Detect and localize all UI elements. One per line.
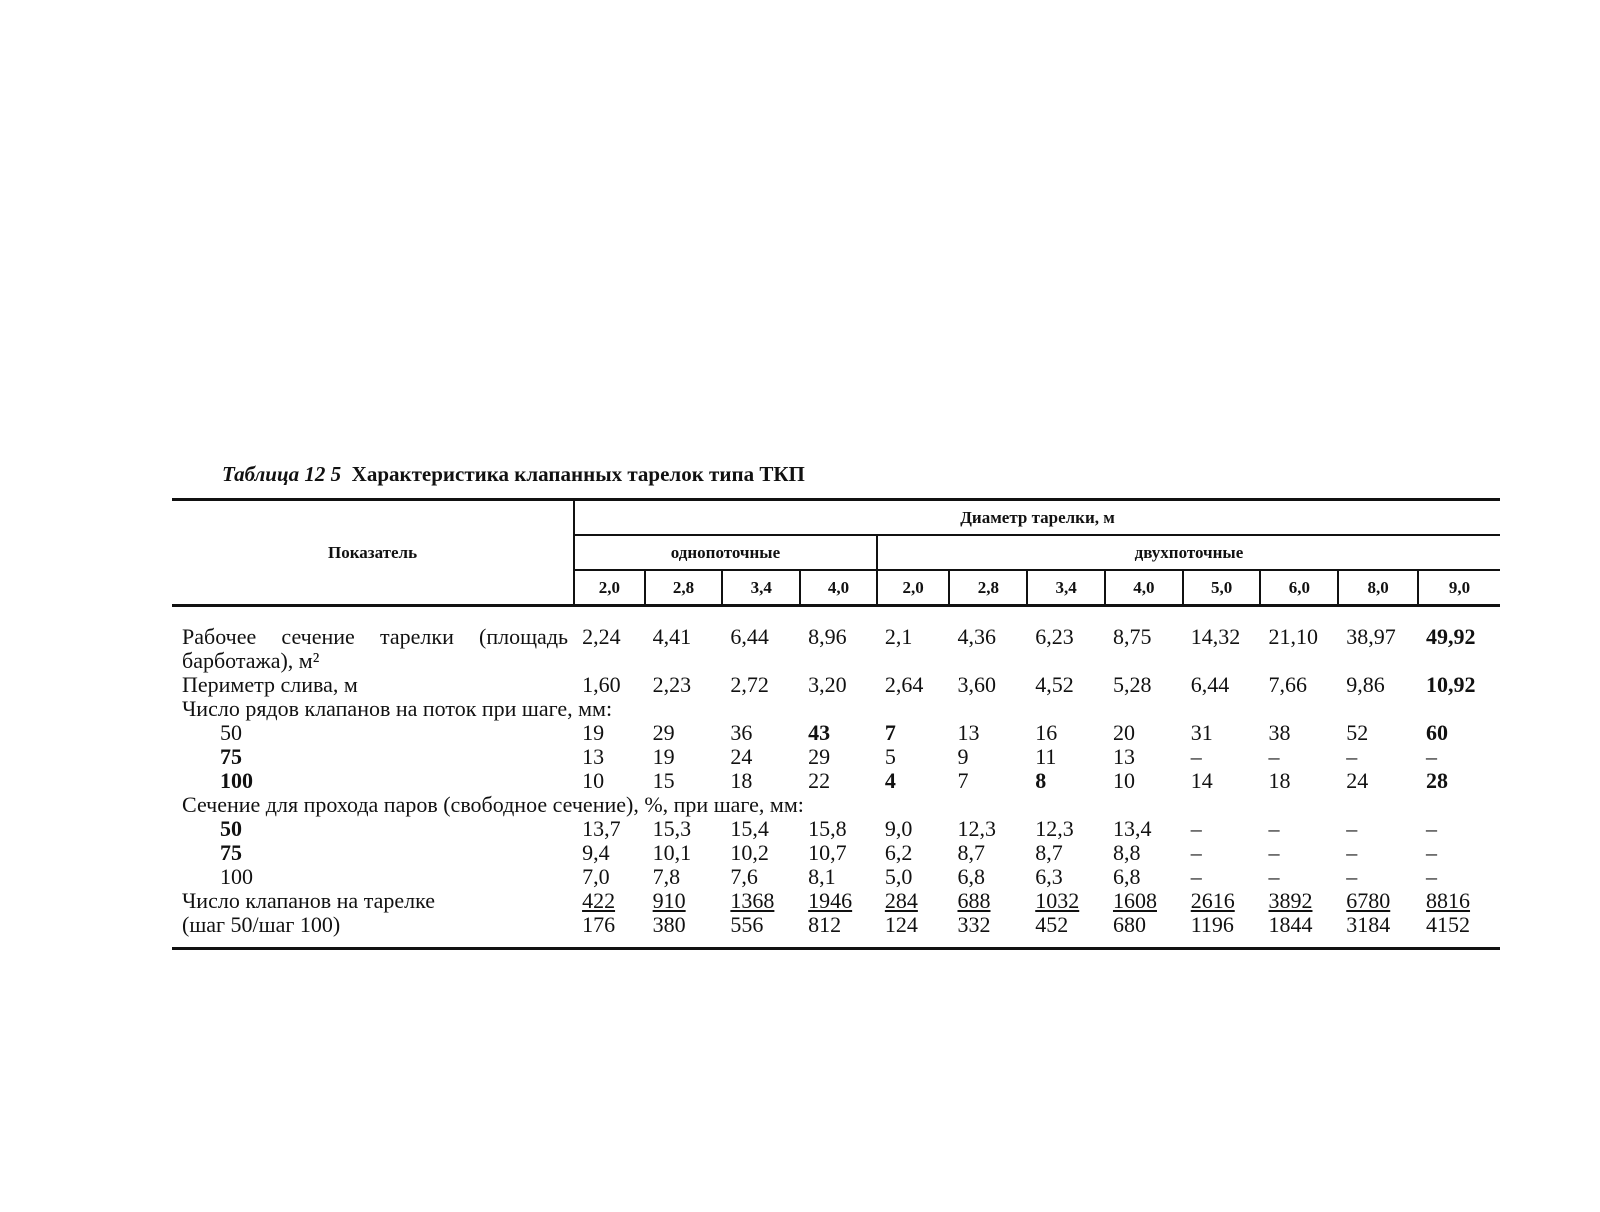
diameter-cell: 2,8 [645,570,723,606]
row-label: 100 [220,864,253,889]
row-label: 75 [220,840,242,865]
value-cell: 8816 [1426,888,1471,913]
value-cell: 3,20 [808,672,847,697]
value-cell: 22 [808,768,831,793]
row-label: 50 [220,816,242,841]
value-cell: – [1190,840,1202,865]
value-cell: 8,7 [1035,840,1063,865]
value-cell: 6,44 [730,624,769,649]
value-cell: 7,6 [730,864,758,889]
value-cell: 4152 [1418,913,1500,949]
value-cell: 8,1 [808,864,836,889]
value-cell: 6,8 [957,864,985,889]
value-cell: 7,0 [582,864,610,889]
value-cell: 31 [1190,720,1213,745]
diameter-cell: 5,0 [1183,570,1261,606]
value-cell: – [1190,864,1202,889]
value-cell: 14,32 [1190,624,1241,649]
value-cell: 10,92 [1426,672,1476,697]
value-cell: 60 [1426,720,1449,745]
value-cell: – [1268,816,1280,841]
single-flow-header: однопоточные [574,535,877,570]
value-cell: 13,4 [1112,816,1152,841]
value-cell: 29 [652,720,675,745]
value-cell: – [1346,840,1358,865]
row-label: Рабочее сечение тарелки (площадь барботажа), м² [182,624,569,673]
value-cell: 2,64 [884,672,924,697]
value-cell: 2,72 [730,672,769,697]
value-cell: 1946 [808,888,853,913]
row-label: 50 [220,720,242,745]
diameter-cell: 6,0 [1260,570,1338,606]
value-cell: 12,3 [1035,816,1074,841]
table-row [172,913,1500,949]
diameter-cell: 4,0 [1105,570,1183,606]
value-cell: 2,23 [652,672,692,697]
diameter-cell: 3,4 [722,570,800,606]
value-cell: 38,97 [1346,624,1396,649]
value-cell: – [1426,864,1438,889]
value-cell: 2,1 [884,624,913,649]
value-cell: 6780 [1346,888,1391,913]
diameter-cell: 2,0 [877,570,950,606]
value-cell: 452 [1027,913,1105,949]
table-body [172,606,1500,949]
value-cell: 2616 [1190,888,1235,913]
double-flow-header: двухпоточные [877,535,1500,570]
value-cell: 4,41 [652,624,692,649]
table-row [172,673,1500,697]
indicator-header: Показатель [172,500,574,606]
value-cell: 8,7 [957,840,985,865]
value-cell: 5,0 [884,864,913,889]
value-cell: 18 [1268,768,1291,793]
value-cell: 3892 [1268,888,1313,913]
row-label: Сечение для прохода паров (свободное сечение), %, при шаге, мм: [182,792,804,817]
row-label: Число рядов клапанов на поток при шаге, мм: [182,696,613,721]
value-cell: 8,75 [1112,624,1152,649]
value-cell: 1608 [1112,888,1157,913]
value-cell: 4,36 [957,624,996,649]
value-cell: 910 [652,888,686,913]
table-caption [222,462,805,487]
row-label: Число клапанов на тарелке [182,888,435,913]
diameter-cell: 2,0 [574,570,645,606]
value-cell: 176 [574,913,645,949]
value-cell: 52 [1346,720,1369,745]
table-row [172,889,1500,913]
value-cell: 6,23 [1035,624,1074,649]
value-cell: 15,8 [808,816,847,841]
value-cell: 13,7 [582,816,621,841]
value-cell: 7,66 [1268,672,1307,697]
value-cell: 10,1 [652,840,692,865]
value-cell: 688 [957,888,991,913]
value-cell: 9,4 [582,840,610,865]
value-cell: 20 [1112,720,1135,745]
value-cell: 6,44 [1190,672,1230,697]
value-cell: 11 [1035,744,1057,769]
value-cell: 28 [1426,768,1449,793]
value-cell: 8 [1035,768,1047,793]
value-cell: 13 [1112,744,1135,769]
value-cell: 4 [884,768,896,793]
value-cell: 13 [957,720,980,745]
value-cell: 38 [1268,720,1291,745]
diameter-cell: 8,0 [1338,570,1418,606]
row-label: (шаг 50/шаг 100) [172,913,574,949]
value-cell: 8,96 [808,624,847,649]
value-cell: 19 [582,720,605,745]
table-row [172,606,1500,674]
value-cell: 1,60 [582,672,621,697]
value-cell: 422 [582,888,616,913]
value-cell: 18 [730,768,753,793]
value-cell: – [1346,816,1358,841]
row-label: Периметр слива, м [182,672,358,697]
value-cell: 43 [808,720,831,745]
value-cell: 15 [652,768,675,793]
value-cell: – [1268,744,1280,769]
value-cell: 4,52 [1035,672,1074,697]
table-row [172,697,1500,721]
value-cell: 19 [652,744,675,769]
value-cell: – [1268,840,1280,865]
value-cell: 9,0 [884,816,913,841]
value-cell: 556 [722,913,800,949]
table-row [172,745,1500,769]
table-row [172,769,1500,793]
value-cell: 1368 [730,888,775,913]
value-cell: 7,8 [652,864,681,889]
value-cell: 6,3 [1035,864,1063,889]
value-cell: 13 [582,744,605,769]
value-cell: 3,60 [957,672,996,697]
table-row [172,841,1500,865]
value-cell: 16 [1035,720,1058,745]
value-cell: 332 [949,913,1027,949]
table-caption-label: Таблица 12 5 [222,462,342,486]
value-cell: 24 [730,744,753,769]
value-cell: 9 [957,744,969,769]
value-cell: 3184 [1338,913,1418,949]
value-cell: 21,10 [1268,624,1318,649]
value-cell: 5 [884,744,896,769]
value-cell: 14 [1190,768,1213,793]
value-cell: 10,2 [730,840,769,865]
value-cell: – [1426,816,1438,841]
value-cell: 7 [884,720,896,745]
table-caption-title: Характеристика клапанных тарелок типа ТКП [351,462,805,486]
value-cell: – [1346,864,1358,889]
value-cell: 24 [1346,768,1369,793]
value-cell: 7 [957,768,969,793]
value-cell: – [1268,864,1280,889]
value-cell: 1196 [1183,913,1261,949]
value-cell: 2,24 [582,624,621,649]
table-row [172,793,1500,817]
diameter-cell: 3,4 [1027,570,1105,606]
value-cell: 8,8 [1112,840,1141,865]
table-row [172,817,1500,841]
value-cell: – [1190,744,1202,769]
value-cell: 124 [877,913,950,949]
value-cell: 29 [808,744,831,769]
diameter-cell: 2,8 [949,570,1027,606]
value-cell: 10 [582,768,605,793]
value-cell: 10 [1112,768,1135,793]
value-cell: – [1426,744,1438,769]
value-cell: 10,7 [808,840,847,865]
value-cell: 12,3 [957,816,996,841]
value-cell: 15,3 [652,816,692,841]
value-cell: 36 [730,720,753,745]
diameter-header: Диаметр тарелки, м [574,500,1500,536]
value-cell: – [1346,744,1358,769]
value-cell: 6,2 [884,840,913,865]
diameter-cell: 4,0 [800,570,877,606]
value-cell: 1844 [1260,913,1338,949]
value-cell: 49,92 [1426,624,1476,649]
diameter-cell: 9,0 [1418,570,1500,606]
value-cell: – [1190,816,1202,841]
value-cell: – [1426,840,1438,865]
value-cell: 812 [800,913,877,949]
value-cell: 380 [645,913,723,949]
row-label: 75 [220,744,242,769]
value-cell: 9,86 [1346,672,1385,697]
table-row [172,721,1500,745]
row-label: 100 [220,768,253,793]
value-cell: 1032 [1035,888,1080,913]
valve-trays-table [172,498,1500,950]
value-cell: 6,8 [1112,864,1141,889]
table-row [172,865,1500,889]
value-cell: 5,28 [1112,672,1152,697]
value-cell: 680 [1105,913,1183,949]
value-cell: 15,4 [730,816,769,841]
value-cell: 284 [884,888,918,913]
